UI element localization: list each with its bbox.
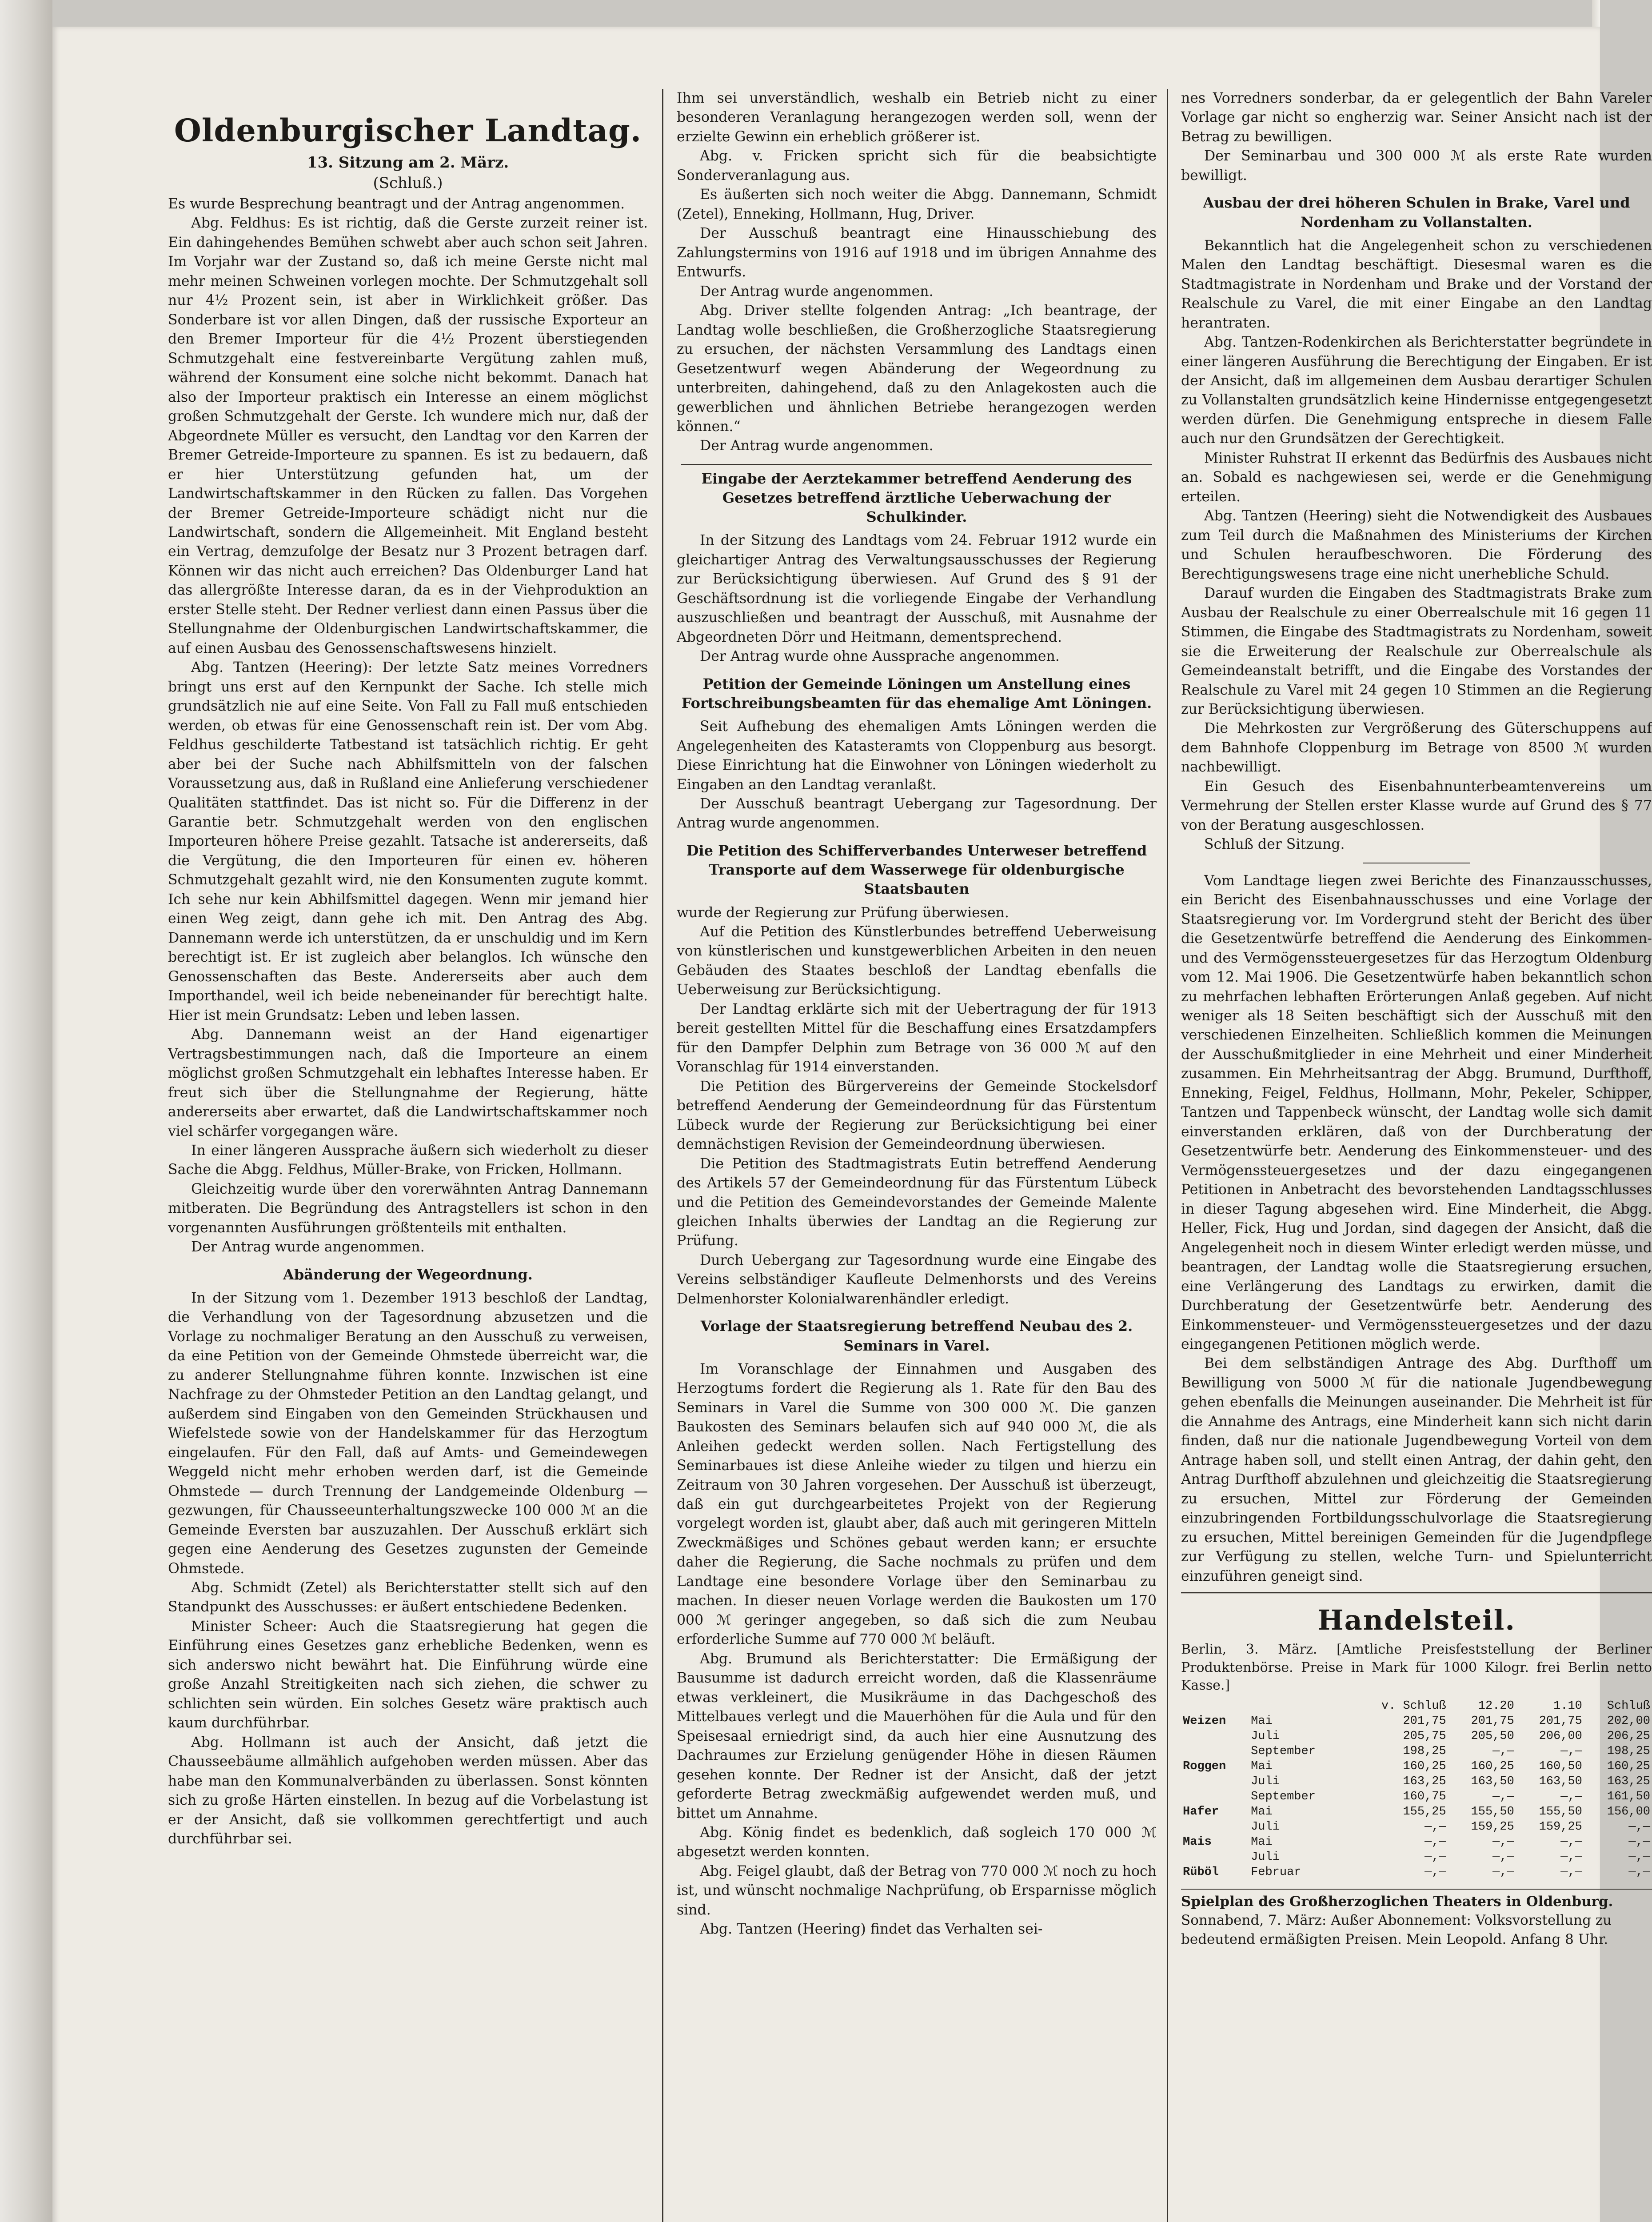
table-cell (1181, 1774, 1249, 1789)
table-cell: —,— (1560, 1790, 1582, 1803)
table-cell: —,— (1628, 1820, 1650, 1834)
header-cell: v. Schluß (1381, 1699, 1446, 1713)
paragraph: Seit Aufhebung des ehemaligen Amts Löningen werden die Angelegenheiten des Katasteramts von Cloppenburg aus besorgt. Diese Einrichtung hat die Einwohner von Löningen wiederholt zu Eingaben an den Landtag veranlaßt. (677, 719, 1157, 793)
section-title: Handelsteil. (1317, 1604, 1516, 1637)
paragraph: Abg. Tantzen (Heering) sieht die Notwendigkeit des Ausbaues zum Teil durch die Maßnahmen des Ministeriums der Kirchen und Schulen heraufbeschworen. Die Förderung des Berechtigungswesens trage eine nicht unerhebliche Schuld. (1181, 508, 1652, 582)
column-1 (168, 89, 648, 2222)
table-cell: —,— (1425, 1850, 1446, 1864)
header-cell: 12.20 (1478, 1699, 1514, 1713)
table-cell (1181, 1789, 1249, 1804)
table-row (1181, 1834, 1652, 1850)
table-cell: 163,50 (1471, 1774, 1514, 1788)
header-cell: Schluß (1607, 1699, 1650, 1713)
table-cell: 202,00 (1607, 1714, 1650, 1728)
scan-edge (0, 0, 52, 2222)
table-cell: Weizen (1183, 1714, 1226, 1728)
table-cell (1181, 1819, 1249, 1834)
table-cell: 206,00 (1539, 1729, 1582, 1743)
paragraph: Auf die Petition des Künstlerbundes betreffend Ueberweisung von künstlerischen und kunstgewerblichen Arbeiten in den neuen Gebäuden des Staates beschloß der Landtag ebenfalls die Ueberweisung zur Berücksichtigung. (677, 923, 1157, 998)
paragraph: Der Landtag erklärte sich mit der Uebertragung der für 1913 bereit gestellten Mittel für die Beschaffung eines Ersatzdampfers für den Dampfer Delphin zum Betrage von 36 000 ℳ auf den Voranschlag für 1914 einverstanden. (677, 1001, 1157, 1075)
table-row (1181, 1789, 1652, 1804)
table-cell: 163,25 (1607, 1774, 1650, 1788)
table-header-row (1181, 1698, 1652, 1714)
paragraph: Die Petition des Stadtmagistrats Eutin betreffend Aenderung des Artikels 57 der Gemeindeordnung für das Fürstentum Lübeck und die Petition des Gemeindevorstandes der Gemeinde Malente gleichen Inhalts überwies der Landtag an die Regierung zur Prüfung. (677, 1155, 1157, 1249)
table-cell: 198,25 (1607, 1744, 1650, 1758)
table-cell: 160,50 (1539, 1759, 1582, 1773)
table-cell: 156,00 (1607, 1805, 1650, 1818)
section-heading: Vorlage der Staatsregierung betreffend Neubau des 2. Seminars in Varel. (700, 1318, 1133, 1354)
table-cell: Mais (1183, 1835, 1212, 1849)
table-cell: Hafer (1183, 1805, 1219, 1818)
table-cell: 201,75 (1403, 1714, 1446, 1728)
paragraph: Die Petition des Bürgervereins der Gemeinde Stockelsdorf betreffend Aenderung der Gemeindeordnung für das Fürstentum Lübeck wurde der Regierung zur Berücksichtigung bei einer demnächstigen Revision der Gemeindeordnung überwiesen. (677, 1078, 1157, 1153)
paragraph: Es äußerten sich noch weiter die Abgg. Dannemann, Schmidt (Zetel), Enneking, Hollmann, Hug, Driver. (677, 187, 1157, 222)
table-cell: 160,25 (1471, 1759, 1514, 1773)
table-cell: 160,25 (1403, 1759, 1446, 1773)
paragraph: Ein Gesuch des Eisenbahnunterbeamtenvereins um Vermehrung der Stellen erster Klasse wurde auf Grund des § 77 von der Beratung ausgeschlossen. (1181, 778, 1652, 833)
market-intro: Berlin, 3. März. [Amtliche Preisfeststellung der Berliner Produktenbörse. Preise in Mark für 1000 Kilogr. frei Berlin netto Kasse.] (1181, 1642, 1652, 1694)
table-row (1181, 1804, 1652, 1819)
paragraph: Der Ausschuß beantragt Uebergang zur Tagesordnung. Der Antrag wurde angenommen. (677, 796, 1157, 831)
table-cell: 159,25 (1471, 1820, 1514, 1834)
paragraph: Abg. Driver stellte folgenden Antrag: „Ich beantrage, der Landtag wolle beschließen, die Großherzogliche Staatsregierung zu ersuchen, der nächsten Versammlung des Landtags einen Gesetzentwurf wegen Abänderung der Wegeordnung zu unterbreiten, dahingehend, daß zu den Anlagekosten auch die gewerblichen und ähnlichen Betriebe herangezogen werden können.“ (677, 303, 1157, 435)
paragraph: Der Seminarbau und 300 000 ℳ als erste Rate wurden bewilligt. (1181, 148, 1652, 184)
paragraph: In der Sitzung des Landtags vom 24. Februar 1912 wurde ein gleichartiger Antrag des Verwaltungsausschusses der Regierung zur Berücksichtigung überwiesen. Auf Grund des § 91 der Geschäftsordnung ist die vorliegende Eingabe der Verhandlung auszuschließen und beantragt der Ausschuß, mit Ausnahme der Abgeordneten Dörr und Heitmann, dementsprechend. (677, 532, 1157, 645)
table-cell: 163,50 (1539, 1774, 1582, 1788)
paragraph: Der Antrag wurde angenommen. (191, 1239, 425, 1255)
table-row (1181, 1819, 1652, 1834)
table-cell (1181, 1729, 1249, 1744)
session-line: 13. Sitzung am 2. März. (307, 154, 509, 172)
table-cell: 163,25 (1403, 1774, 1446, 1788)
paragraph: Bei dem selbständigen Antrage des Abg. Durfthoff um Bewilligung von 5000 ℳ für die nationale Jugendbewegung gehen ebenfalls die Meinungen auseinander. Die Mehrheit ist für die Annahme des Antrags, eine Minderheit kann sich nicht darin finden, daß nur die nationale Jugendbewegung Vorteil von dem Antrage haben soll, und stellt einen Antrag, der dahin geht, den Antrag Durfthoff abzulehnen und gleichzeitig die Staatsregierung zu ersuchen, Mittel zur Förderung der Gemeinden einzubringenden Fortbildungsschulvorlage die Staatsregierung zu ersuchen, Mittel bereinigen Gemeinden für die Jugendpflege zur Verfügung zu stellen, welche Turn- und Spielunterricht einzuführen geneigt sind. (1181, 1355, 1652, 1584)
paragraph: Abg. Tantzen-Rodenkirchen als Berichterstatter begründete in einer längeren Ausführung die Berechtigung der Eingaben. Er ist der Ansicht, daß im allgemeinen dem Ausbau derartiger Schulen zu Vollanstalten grundsätzlich keine Hindernisse entgegengesetzt werden dürfen. Die Genehmigung entspreche in diesem Falle auch nur den Grundsätzen der Gerechtigkeit. (1181, 334, 1652, 447)
table-cell: Mai (1251, 1714, 1273, 1728)
paragraph: Der Ausschuß beantragt eine Hinausschiebung des Zahlungstermins von 1916 auf 1918 und im übrigen Annahme des Entwurfs. (677, 225, 1157, 280)
table-row (1181, 1729, 1652, 1744)
column-3 (1181, 89, 1652, 2222)
table-cell: September (1251, 1790, 1316, 1803)
section-heading: Eingabe der Aerztekammer betreffend Aenderung des Gesetzes betreffend ärztliche Ueberwachung der Schulkinder. (681, 464, 1152, 527)
table-row (1181, 1850, 1652, 1865)
paragraph: wurde der Regierung zur Prüfung überwiesen. (677, 904, 1009, 921)
paragraph: Es wurde Besprechung beantragt und der Antrag angenommen. (168, 196, 625, 212)
paragraph: Minister Scheer: Auch die Staatsregierung hat gegen die Einführung eines Gesetzes ganz erhebliche Bedenken, wenn es sich anderswo nicht bewährt hat. Die Einführung würde eine große Anzahl Streitigkeiten nach sich ziehen, die schwer zu schlichten sein würden. Ein solches Gesetz wäre praktisch auch kaum durchführbar. (168, 1618, 648, 1731)
paragraph: Darauf wurden die Eingaben des Stadtmagistrats Brake zum Ausbau der Realschule zu einer Oberrealschule mit 16 gegen 11 Stimmen, die Eingabe des Stadtmagistrats zu Nordenham, soweit sie die Erweiterung der Realschule zur Oberrealschule als Gemeindeanstalt betrifft, und die Eingabe des Vorstandes der Realschule zu Varel mit 24 gegen 10 Stimmen an die Regierung zur Berücksichtigung überwiesen. (1181, 585, 1652, 717)
market-table (1181, 1698, 1652, 1880)
section-heading: Ausbau der drei höheren Schulen in Brake, Varel und Nordenham zu Vollanstalten. (1203, 194, 1630, 231)
table-cell: 160,25 (1607, 1759, 1650, 1773)
paragraph: Abg. Schmidt (Zetel) als Berichterstatter stellt sich auf den Standpunkt des Ausschusses: er äußert entschiedene Bedenken. (168, 1580, 648, 1615)
paragraph: Der Antrag wurde angenommen. (700, 438, 934, 454)
paragraph: nes Vorredners sonderbar, da er gelegentlich der Bahn Vareler Vorlage gar nicht so engherzig war. Seiner Ansicht nach ist der Betrag zu bewilligen. (1181, 90, 1652, 145)
table-cell: —,— (1492, 1850, 1514, 1864)
paragraph: Im Voranschlage der Einnahmen und Ausgaben des Herzogtums fordert die Regierung als 1. Rate für den Bau des Seminars in Varel die Summe von 300 000 ℳ. Die ganzen Baukosten des Seminars belaufen sich auf 940 000 ℳ, die als Anleihen gedeckt werden sollen. Nach Fertigstellung des Seminarbaues ist diese Anleihe wieder zu tilgen und hierzu ein Zeitraum von 30 Jahren vorgesehen. Der Ausschuß ist überzeugt, daß ein gut durchgearbeitetes Projekt von der Regierung vorgelegt worden ist, glaubt aber, daß auch mit geringeren Mitteln Zweckmäßiges und Schönes gebaut werden kann; er ersuchte daher die Regierung, die Sache nochmals zu prüfen und dem Landtage eine besondere Vorlage über den Seminarbau zu machen. In dieser neuen Vorlage werden die Baukosten um 170 000 ℳ geringer angegeben, so daß sich die zum Neubau erforderliche Summe auf 770 000 ℳ beläuft. (677, 1361, 1157, 1648)
continued-note: (Schluß.) (373, 174, 443, 192)
paragraph: Abg. Feldhus: Es ist richtig, daß die Gerste zurzeit reiner ist. Ein dahingehendes Bemühen schwebt aber auch schon seit Jahren. Im Vorjahr war der Zustand so, daß ich meine Gerste nicht mal mehr meinen Schweinen vorlegen mochte. Der Schmutzgehalt soll nur 4½ Prozent sein, ist aber in Wirklichkeit größer. Das Sonderbare ist vor allen Dingen, daß der russische Exporteur an den Bremer Importeur für die 4½ Prozent überstiegenden Schmutzgehalt eine festvereinbarte Vergütung zahlen muß, während der Konsument eine solche nicht bekommt. Danach hat also der Importeur praktisch ein Interesse an einem möglichst großen Schmutzgehalt der Gerste. Ich wundere mich nur, daß der Abgeordnete Müller es versucht, den Landtag vor den Karren der Bremer Getreide-Importeure zu spannen. Es ist zu bedauern, daß er hier Unterstützung gefunden hat, um der Landwirtschaftskammer in den Rücken zu fallen. Das Vorgehen der Bremer Getreide-Importeure schädigt nicht nur die Landwirtschaft, sondern die Allgemeinheit. Mit England besteht ein Vertrag, demzufolge der Besatz nur 3 Prozent betragen darf. Können wir das nicht auch erreichen? Das Oldenburger Land hat das allergrößte Interesse daran, da es in der Viehproduktion an erster Stelle steht. Der Redner verliest dann einen Passus über die Stellungnahme der Oldenburgischen Landwirtschaftskammer, die auf einen Ausbau des Genossenschaftswesens hinzielt. (168, 215, 648, 656)
table-cell: 201,75 (1539, 1714, 1582, 1728)
theatre-text: Sonnabend, 7. März: Außer Abonnement: Volksvorstellung zu bedeutend ermäßigten Preisen. Mein Leopold. Anfang 8 Uhr. (1181, 1912, 1612, 1948)
table-cell: 206,25 (1607, 1729, 1650, 1743)
table-cell: —,— (1492, 1865, 1514, 1879)
handelsteil-section (1181, 1592, 1652, 1949)
article-title: Oldenburgischer Landtag. (174, 112, 642, 149)
paragraph: Vom Landtage liegen zwei Berichte des Finanzausschusses, ein Bericht des Eisenbahnausschusses und eine Vorlage der Staatsregierung vor. Im Vordergrund steht der Bericht des über die Gesetzentwürfe betreffend die Aenderung des Einkommen- und des Vermögenssteuergesetzes für das Herzogtum Oldenburg vom 12. Mai 1906. Die Gesetzentwürfe haben bekanntlich schon zu mehrfachen lebhaften Erörterungen Anlaß gegeben. Auf nicht weniger als 18 Seiten beschäftigt sich der Ausschuß mit den verschiedenen Einzelheiten. Schließlich kommen die Meinungen der Ausschußmitglieder in eine Mehrheit und einer Minderheit zusammen. Ein Mehrheitsantrag der Abgg. Brumund, Durfthoff, Enneking, Feigel, Feldhus, Hollmann, Mohr, Pekeler, Schipper, Tantzen und Tappenbeck wünscht, der Landtag wolle sich damit einverstanden erklären, daß von der Durchberatung der Gesetzentwürfe betr. Aenderung des Einkommensteuer- und des Vermögenssteuergesetzes und der dazu eingegangenen Petitionen in Anbetracht des bevorstehenden Landtagsschlusses in dieser Tagung abgesehen wird. Eine Minderheit, die Abgg. Heller, Fick, Hug und Jordan, sind dagegen der Ansicht, daß die Angelegenheit noch in diesem Winter erledigt werden müsse, und beantragen, der Landtag wolle die Staatsregierung ersuchen, eine Verlängerung des Landtags zu erwirken, damit die Durchberatung der Gesetzentwürfe betr. Aenderung des Einkommensteuer- und Vermögenssteuergesetzes und der dazu eingegangenen Petitionen möglich werde. (1181, 872, 1652, 1352)
header-cell (1181, 1698, 1249, 1714)
paragraph: Abg. König findet es bedenklich, daß sogleich 170 000 ℳ abgesetzt werden konnten. (677, 1824, 1157, 1860)
table-cell: —,— (1628, 1835, 1650, 1849)
table-cell: —,— (1628, 1850, 1650, 1864)
table-cell: Juli (1251, 1729, 1280, 1743)
table-row (1181, 1744, 1652, 1759)
table-cell: —,— (1492, 1835, 1514, 1849)
table-cell: September (1251, 1744, 1316, 1758)
table-cell: Mai (1251, 1805, 1273, 1818)
table-cell: 161,50 (1607, 1790, 1650, 1803)
paragraph: In der Sitzung vom 1. Dezember 1913 beschloß der Landtag, die Verhandlung von der Tagesordnung abzusetzen und die Vorlage zu nochmaliger Beratung an den Ausschuß zu verweisen, da eine Petition von der Gemeinde Ohmstede überreicht war, die zu anderer Stellungnahme führen konnte. Inzwischen ist eine Nachfrage zu der Ohmsteder Petition an den Landtag gelangt, und außerdem sind Eingaben von den Gemeinden Strückhausen und Wiefelstede sowie von der Handelskammer für das Herzogtum eingelaufen. Für den Fall, daß auf Amts- und Gemeindewegen Weggeld nicht mehr erhoben werden darf, ist die Gemeinde Ohmstede — durch Trennung der Landgemeinde Oldenburg — gezwungen, für Chausseeunterhaltungszwecke 100 000 ℳ an die Gemeinde Eversten bar auszuzahlen. Der Ausschuß erklärt sich gegen eine Aenderung des Gesetzes zugunsten der Gemeinde Ohmstede. (168, 1290, 648, 1577)
paragraph: Schluß der Sitzung. (1204, 836, 1345, 853)
table-cell: —,— (1560, 1744, 1582, 1758)
paragraph: Abg. Brumund als Berichterstatter: Die Ermäßigung der Bausumme ist dadurch erreicht worden, daß die Klassenräume etwas verkleinert, die Musikräume in das Dachgeschoß des Mittelbaues verlegt und die Mauerhöhen für die Aula und für den Speisesaal erniedrigt sind, da auch hier eine Ausnutzung des Dachraumes zur Erzielung genügender Höhe in diesen Räumen gesehen konnte. Der Redner ist der Ansicht, daß der jetzt geforderte Betrag zweckmäßig aufgewendet werden muß, und bittet um Annahme. (677, 1651, 1157, 1822)
table-cell: Mai (1251, 1835, 1273, 1849)
table-cell (1181, 1850, 1249, 1865)
column-2 (677, 89, 1157, 2222)
table-cell: 155,50 (1539, 1805, 1582, 1818)
paragraph: Abg. Dannemann weist an der Hand eigenartiger Vertragsbestimmungen nach, daß die Importeure an einem möglichst großen Schmutzgehalt ein lebhaftes Interesse haben. Er freut sich über die Stellungnahme der Regierung, hätte andererseits aber erwartet, daß die Landwirtschaftskammer noch viel schärfer vorgegangen wäre. (168, 1027, 648, 1139)
paragraph: In einer längeren Aussprache äußern sich wiederholt zu dieser Sache die Abgg. Feldhus, Müller-Brake, von Fricken, Hollmann. (168, 1142, 648, 1178)
table-cell: —,— (1425, 1865, 1446, 1879)
paragraph: Ihm sei unverständlich, weshalb ein Betrieb nicht zu einer besonderen Veranlagung herangezogen werden soll, wenn der erzielte Gewinn ein erheblich größerer ist. (677, 90, 1157, 145)
table-cell: —,— (1425, 1820, 1446, 1834)
column-rule (662, 89, 663, 2222)
paragraph: Abg. Tantzen (Heering) findet das Verhalten sei- (700, 1921, 1043, 1938)
table-cell: 201,75 (1471, 1714, 1514, 1728)
theatre-title: Spielplan des Großherzoglichen Theaters in Oldenburg. (1181, 1893, 1613, 1910)
paragraph: Der Antrag wurde angenommen. (700, 283, 934, 300)
table-cell: —,— (1560, 1835, 1582, 1849)
table-cell: —,— (1492, 1790, 1514, 1803)
section-heading: Petition der Gemeinde Löningen um Anstellung eines Fortschreibungsbeamten für das ehemalige Amt Löningen. (681, 675, 1152, 711)
table-cell: —,— (1492, 1744, 1514, 1758)
table-cell: Rüböl (1183, 1865, 1219, 1879)
paragraph: Die Mehrkosten zur Vergrößerung des Güterschuppens auf dem Bahnhofe Cloppenburg im Betrage von 8500 ℳ wurden nachbewilligt. (1181, 720, 1652, 775)
table-cell: Juli (1251, 1820, 1280, 1834)
table-cell: 155,25 (1403, 1805, 1446, 1818)
table-cell: —,— (1560, 1865, 1582, 1879)
paragraph: Abg. v. Fricken spricht sich für die beabsichtigte Sonderveranlagung aus. (677, 148, 1157, 184)
newspaper-page (52, 27, 1652, 2222)
paragraph: Durch Uebergang zur Tagesordnung wurde eine Eingabe des Vereins selbständiger Kaufleute Delmenhorsts und des Vereins Delmenhorster Kolonialwarenhändler erledigt. (677, 1252, 1157, 1307)
table-cell: Mai (1251, 1759, 1273, 1773)
paragraph: Minister Ruhstrat II erkennt das Bedürfnis des Ausbaues nicht an. Sobald es nachgewiesen sei, werde er die Genehmigung erteilen. (1181, 450, 1652, 505)
section-heading: Die Petition des Schifferverbandes Unterweser betreffend Transporte auf dem Wasserwege für oldenburgische Staatsbauten (686, 842, 1147, 898)
paragraph: Abg. Hollmann ist auch der Ansicht, daß jetzt die Chausseebäume allmählich aufgehoben werden müssen. Aber das habe man den Kommunalverbänden zu überlassen. Sonst könnten sich zu große Härten einstellen. In bezug auf die Vorbelastung ist er der Ansicht, daß sie vollkommen gerechtfertigt und auch durchführbar sei. (168, 1734, 648, 1847)
table-cell: 159,25 (1539, 1820, 1582, 1834)
table-row (1181, 1759, 1652, 1774)
table-cell: 160,75 (1403, 1790, 1446, 1803)
column-rule (1167, 89, 1168, 2222)
paragraph: Bekanntlich hat die Angelegenheit schon zu verschiedenen Malen den Landtag beschäftigt. Diesesmal waren es die Stadtmagistrate in Nordenham und Brake und der Vorstand der Realschule zu Varel, die mit einer Eingabe an den Landtag herantraten. (1181, 237, 1652, 331)
table-cell: —,— (1628, 1865, 1650, 1879)
paragraph: Abg. Tantzen (Heering): Der letzte Satz meines Vorredners bringt uns erst auf den Kernpunkt der Sache. Ich stelle mich grundsätzlich nie auf eine Seite. Von Fall zu Fall muß entschieden werden, ob etwas für eine Genossenschaft rein ist. Der vom Abg. Feldhus geschilderte Tatbestand ist tatsächlich richtig. Er geht aber bei der Suche nach Abhilfsmitteln von der falschen Voraussetzung aus, daß in Rußland eine Anlieferung verschiedener Qualitäten stattfindet. Das ist nicht so. Für die Differenz in der Garantie betr. Schmutzgehalt werden von den englischen Importeuren höhere Preise gezahlt. Tatsache ist andererseits, daß die Vergütung, die den Importeuren für einen ev. höheren Schmutzgehalt gezahlt wird, nie den Konsumenten zugute kommt. Ich sehe nur kein Abhilfsmittel dagegen. Wenn mir jemand hier einen Weg zeigt, dann gehe ich mit. Den Antrag des Abg. Dannemann werde ich unterstützen, da er unschuldig und im Kern berechtigt ist. Er ist zugleich aber belanglos. Ich wünsche den Genossenschaften das Beste. Andererseits aber auch dem Importhandel, weil ich beide nebeneinander für berechtigt halte. Hier ist mein Grundsatz: Leben und leben lassen. (168, 659, 648, 1023)
table-cell: —,— (1425, 1835, 1446, 1849)
table-cell: Roggen (1183, 1759, 1226, 1773)
table-row (1181, 1865, 1652, 1880)
section-heading: Abänderung der Wegeordnung. (283, 1266, 533, 1283)
table-cell: Februar (1251, 1865, 1301, 1879)
table-cell: 205,50 (1471, 1729, 1514, 1743)
table-row (1181, 1714, 1652, 1729)
theatre-notice (1181, 1889, 1652, 1949)
table-cell: 155,50 (1471, 1805, 1514, 1818)
table-cell: 205,75 (1403, 1729, 1446, 1743)
header-cell (1249, 1698, 1349, 1714)
paragraph: Der Antrag wurde ohne Aussprache angenommen. (700, 648, 1060, 665)
paragraph: Gleichzeitig wurde über den vorerwähnten Antrag Dannemann mitberaten. Die Begründung des Antragstellers ist schon in den vorgenannten Ausführungen größtenteils mit enthalten. (168, 1181, 648, 1236)
table-cell: Juli (1251, 1774, 1280, 1788)
table-row (1181, 1774, 1652, 1789)
table-cell (1181, 1744, 1249, 1759)
table-cell: 198,25 (1403, 1744, 1446, 1758)
table-cell: Juli (1251, 1850, 1280, 1864)
paragraph: Abg. Feigel glaubt, daß der Betrag von 770 000 ℳ noch zu hoch ist, und wünscht nochmalige Nachprüfung, ob Ersparnisse möglich sind. (677, 1863, 1157, 1918)
table-cell: —,— (1560, 1850, 1582, 1864)
header-cell: 1.10 (1553, 1699, 1582, 1713)
